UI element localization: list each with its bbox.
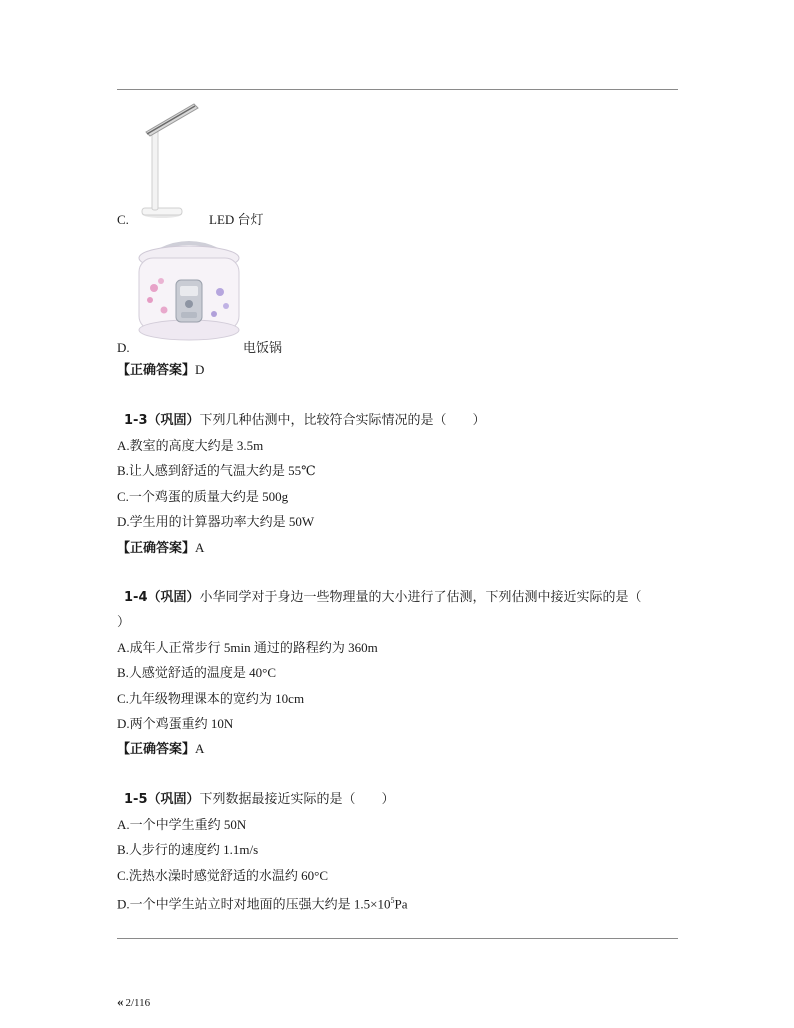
option-c-row	[117, 212, 129, 228]
question-1-5-stem	[124, 791, 395, 808]
page-number: 2/116	[125, 997, 151, 1009]
answer-value: A	[195, 741, 205, 756]
option-d: D.学生用的计算器功率大约是 50W	[117, 514, 315, 529]
answer-value: A	[195, 540, 205, 555]
question-text: 下列几种估测中，比较符合实际情况的是（ ）	[199, 412, 486, 427]
answer-value: D	[195, 362, 205, 377]
option-c: C.洗热水澡时感觉舒适的水温约 60°C	[117, 868, 329, 883]
footer-rule	[117, 938, 678, 939]
option-a: A.教室的高度大约是 3.5m	[117, 438, 264, 453]
option-d-letter: D.	[117, 340, 130, 355]
option-c-caption: LED 台灯	[209, 212, 264, 227]
option-d-caption: 电饭锅	[243, 340, 283, 355]
question-1-4-stem	[124, 589, 642, 606]
question-number: 1-4（巩固）	[124, 590, 200, 605]
answer-row-q4	[117, 741, 204, 758]
option-a: A.成年人正常步行 5min 通过的路程约为 360m	[117, 640, 378, 655]
option-d-text: D.一个中学生站立时对地面的压强大约是 1.5×10	[117, 896, 391, 912]
option-c: C.一个鸡蛋的质量大约是 500g	[117, 489, 289, 504]
option-d	[117, 893, 407, 912]
page-footer	[117, 994, 150, 1010]
question-text: 小华同学对于身边一些物理量的大小进行了估测，下列估测中接近实际的是（	[199, 589, 642, 604]
answer-label: 【正确答案】	[117, 363, 196, 378]
option-b: B.人步行的速度约 1.1m/s	[117, 842, 259, 857]
question-text: 下列数据最接近实际的是（ ）	[199, 791, 395, 806]
option-c-letter: C.	[117, 212, 129, 227]
header-rule	[117, 89, 678, 90]
option-a: A.一个中学生重约 50N	[117, 817, 247, 832]
answer-row-q3	[117, 540, 204, 557]
option-b: B.人感觉舒适的温度是 40°C	[117, 665, 277, 680]
double-chevron-icon: «	[117, 994, 124, 1009]
question-number: 1-3（巩固）	[124, 413, 200, 428]
led-desk-lamp-image	[134, 102, 206, 220]
question-1-3-stem	[124, 412, 486, 429]
question-number: 1-5（巩固）	[124, 792, 200, 807]
question-text-continued: ）	[117, 614, 131, 629]
option-c: C.九年级物理课本的宽约为 10cm	[117, 691, 305, 706]
answer-label: 【正确答案】	[117, 541, 196, 556]
option-d: D.两个鸡蛋重约 10N	[117, 716, 234, 731]
rice-cooker-image	[134, 236, 244, 342]
option-d-unit: Pa	[394, 896, 408, 912]
answer-row-q2	[117, 362, 204, 379]
exponent: 5	[390, 896, 395, 905]
answer-label: 【正确答案】	[117, 742, 196, 757]
option-b: B.让人感到舒适的气温大约是 55℃	[117, 463, 316, 478]
